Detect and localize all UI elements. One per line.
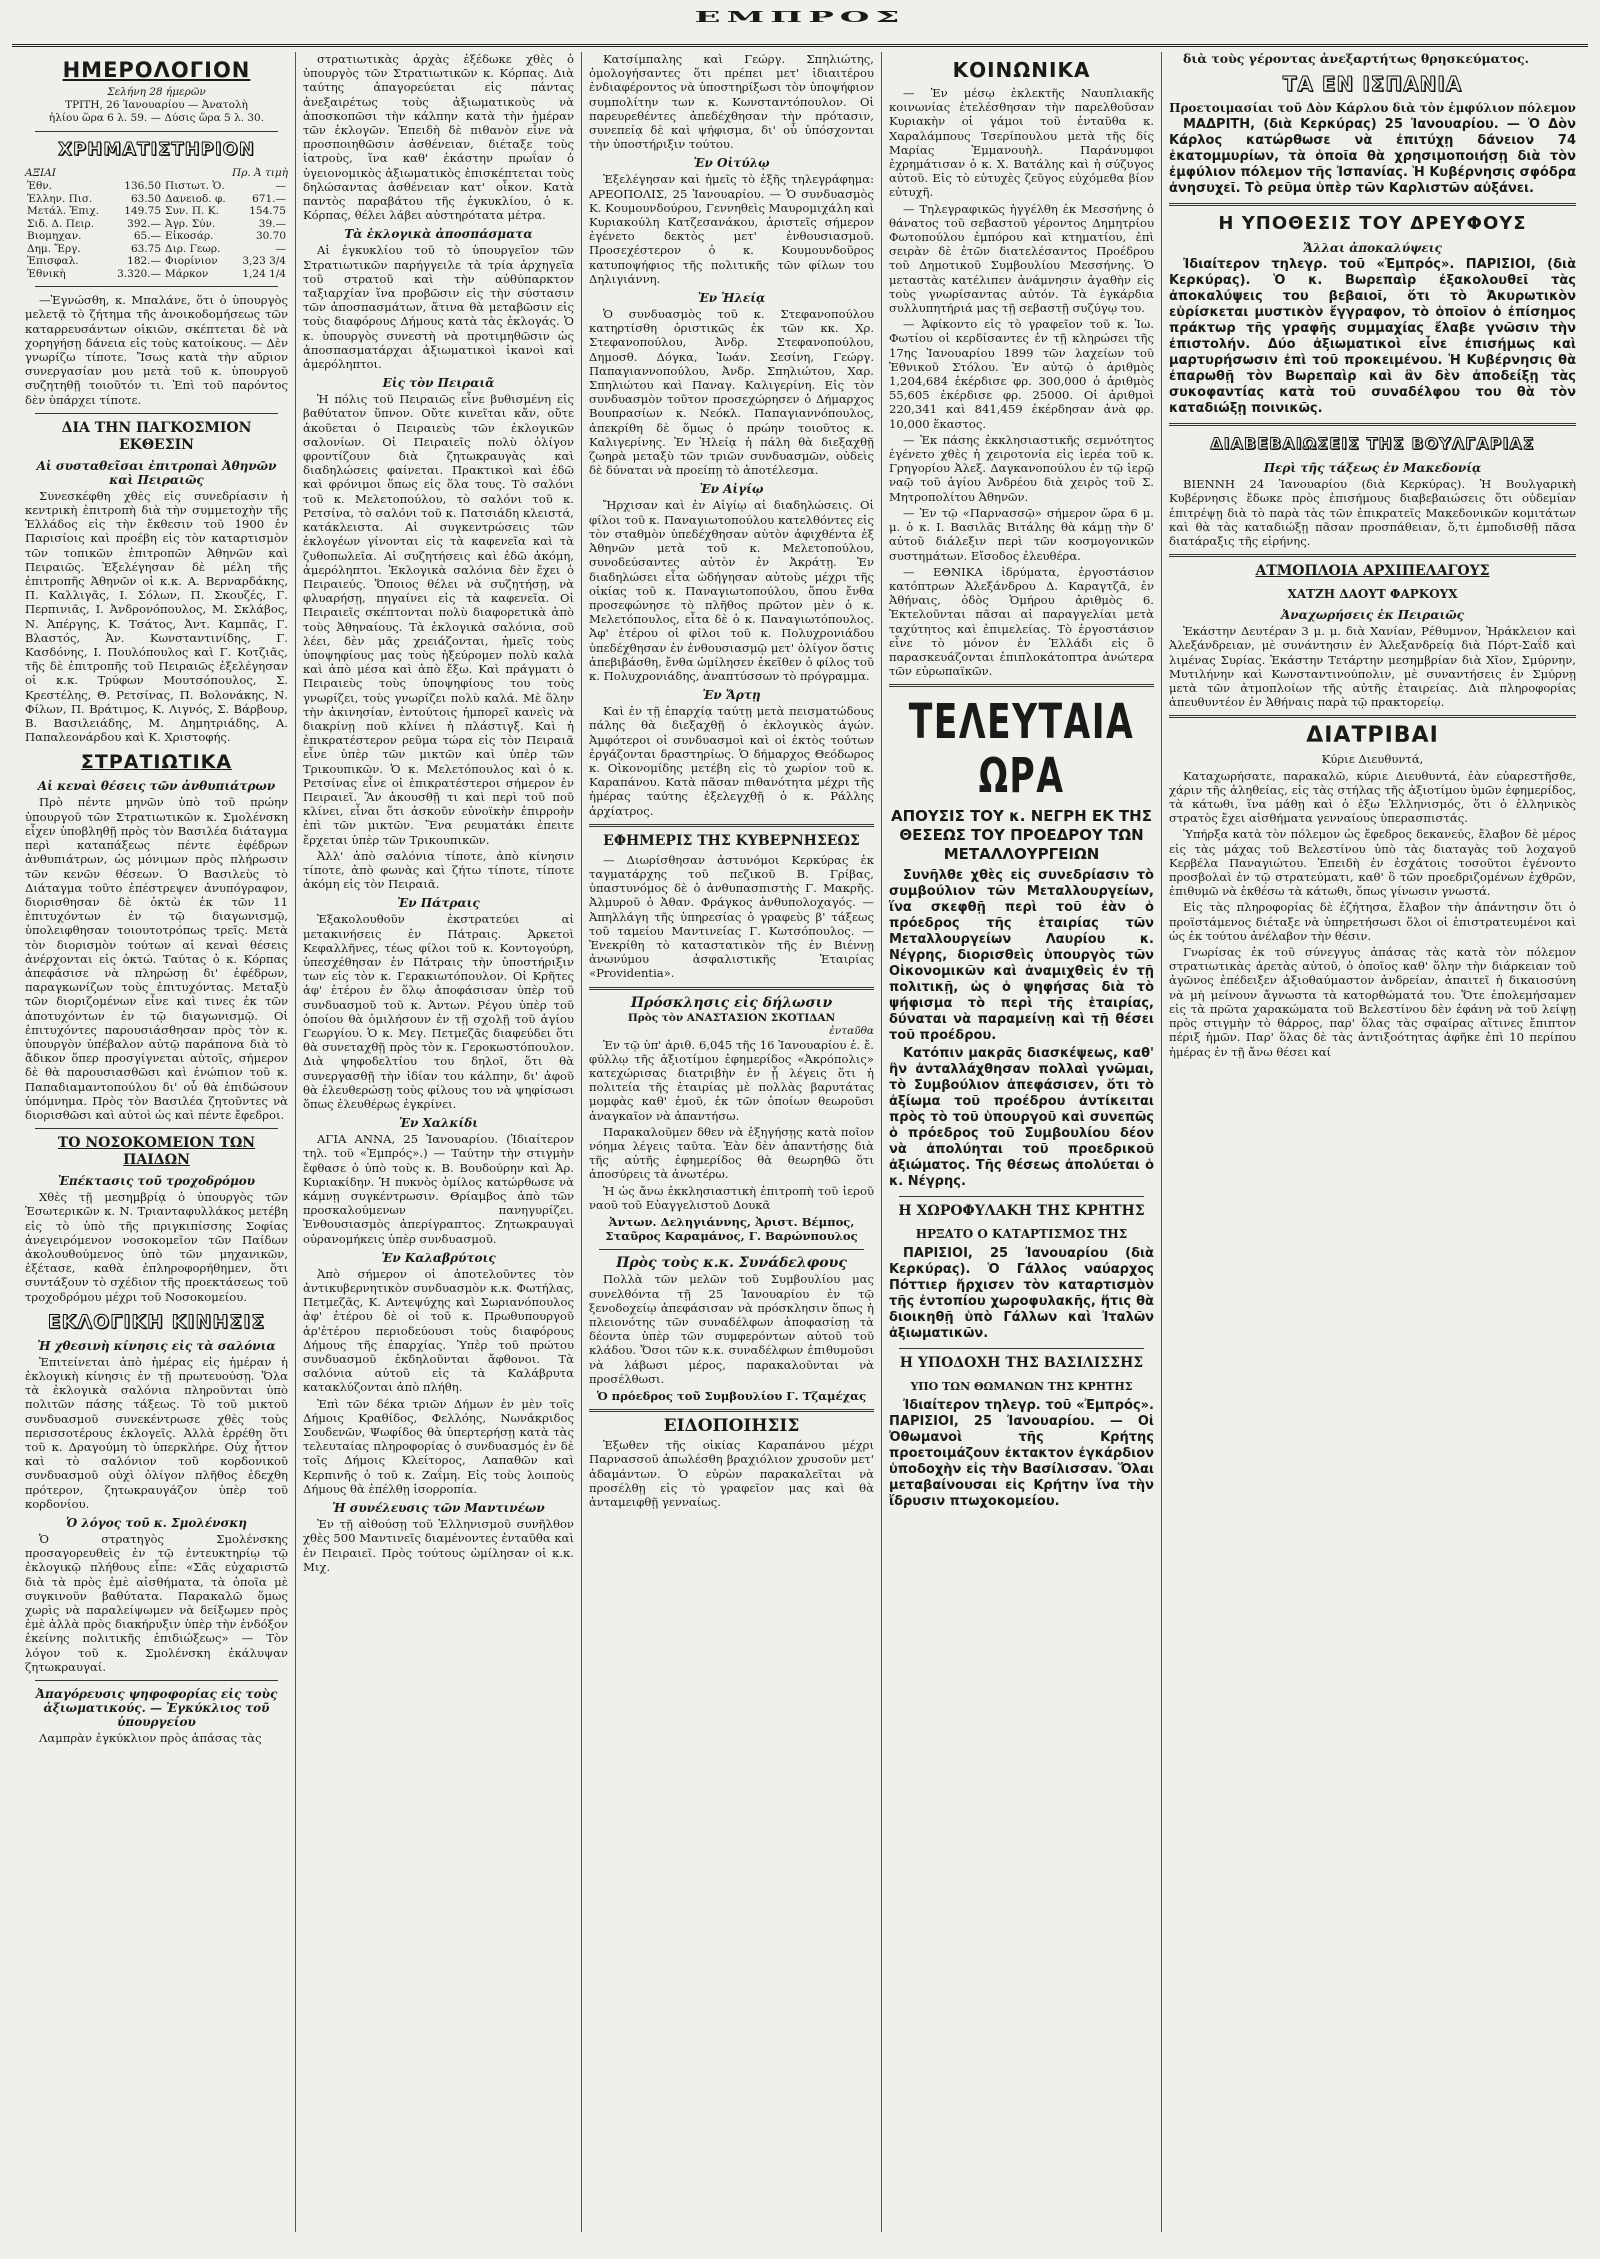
masthead-rule [12, 44, 1588, 47]
cell: 392.— [127, 217, 162, 230]
subhead-smolensky: Ὁ λόγος τοῦ κ. Σμολένσκη [65, 1516, 248, 1531]
article-paragraph: Πολλὰ τῶν μελῶν τοῦ Συμβουλίου μας συνελθόντα τῇ 25 Ἰανουαρίου ἐν τῷ ξενοδοχείῳ ἀπεφάσισαν νὰ πρόσκλησιν ὅπως ἡ πλειονότης τῶν συναδέλφων ἀποφασίσῃ τὰ δέοντα ὑπὲρ τῶν συμφερόντων αὐτοῦ τοῦ κλάδου. Ὅσοι τῶν κ.κ. συναδέλφων ἐπιθυμοῦσι νὰ λάβωσι μέρος, παρακαλοῦνται νὰ προσέλθωσι. [589, 1272, 874, 1386]
divider [589, 987, 874, 990]
headline-exhibition: ΔΙΑ ΤΗΝ ΠΑΓΚΟΣΜΙΟΝ ΕΚΘΕΣΙΝ [61, 419, 252, 453]
table-row [25, 268, 288, 281]
article-paragraph: Ἐν τῷ ὑπ' ἀριθ. 6,045 τῆς 16 Ἰανουαρίου ἐ. ἔ. φύλλῳ τῆς ἀξιοτίμου ἐφημερίδος «Ἀκρόπολις» κατεχώρισας διατριβὴν ἐν ᾗ λέγεις ὅτι ἡ πολιτεία τῆς ἑταιρίας μὲ πολλὰς βαρυτάτας μομφὰς καθ' ἐμοῦ, ἐκ τῶν ὁποίων θεωροῦσι ἀναγκαῖον νὰ ἀπαντήσω. [589, 1037, 874, 1123]
subhead-military: Αἱ κεναὶ θέσεις τῶν ἀνθυπιάτρων [37, 779, 276, 794]
cell: 63.75 [130, 242, 162, 255]
exchange-title: ΧΡΗΜΑΤΙΣΤΗΡΙΟΝ [58, 139, 255, 160]
cell: Συν. Π. Κ. [165, 205, 219, 218]
divider [1169, 203, 1576, 206]
subhead-mantineans: Ἡ συνέλευσις τῶν Μαντινέων [332, 1501, 545, 1516]
subhead-piraeus: Εἰς τὸν Πειραιᾶ [382, 376, 495, 391]
table-row [25, 218, 288, 231]
cell: Βιομηχαν. [27, 230, 82, 243]
article-paragraph: Πρὸ πέντε μηνῶν ὑπὸ τοῦ πρώην ὑπουργοῦ τῶν Στρατιωτικῶν κ. Σμολένσκη εἶχεν ὑποβληθῇ πρὸς τὸν Βασιλέα διάταγμα περὶ καταπάξεως πέντε ἐφέδρων ἀνθυπιάτρων, ὡς μόνιμων πρὸς πλήρωσιν τῶν κενῶν θέσεων. Ὁ Βασιλεὺς τὸ Διάταγμα τοῦτο ἐπέστρεψεν ἀνυπόγραφον, διορισθησαν δὲ ὀκτὼ ἐκ τῶν 11 ἐπιτυχόντων ἐν τῷ διαγωνισμῷ, ὑπολειφθησαν τοιουτοτρόπως τρεῖς. Μετὰ τὸν διορισμὸν τούτων αἱ κεναὶ θέσεις ἀνέρχονται εἰς ὀκτώ. Ταύτας ὁ κ. Κόρπας ἀπεφάσισε νὰ πληρώσῃ δι' ἐφέδρων, παραγκωνίζων τοὺς ἐπιτυχόντας. Μεταξὺ τῶν διοριζομένων εἶνε καὶ τινες ἐκ τῶν ἀποτυχόντων ἐν τῷ διαγωνισμῷ. Οἱ ἐπιτυχόντες παρουσιάσθησαν πρὸς τὸν κ. ὑπουργὸν ὑπέβαλον αὐτῷ παράπονα διὰ τὸ ἄδικον ὅπερ προσγίγνεται αὐτοῖς, σήμερον δὲ θὰ παρουσιασθῶσι καὶ ἐνώπιον τοῦ κ. Παπαδιαμαντοπούλου δι' οὗ θὰ ἐπιδώσουν ὑπόμνημα. Πρὸς τὸν Βασιλέα ζητοῦντες νὰ διορισθῶσι καὶ αὐτοὶ ὡς καὶ πέντε ἔφεδροι. [25, 795, 288, 1122]
article-paragraph: Συνῆλθε χθὲς εἰς συνεδρίασιν τὸ συμβούλιον τῶν Μεταλλουργείων, ἵνα σκεφθῇ περὶ τοῦ ἐὰν ὁ πρόεδρος τῆς ἑταιρίας τῶν Μεταλλουργείων Λαυρίου κ. Νέγρης, διορισθεὶς ὑπουργὸς τῶν Οἰκονομικῶν καὶ ἀναμιχθεὶς ἐν τῇ πολιτικῇ, ὡς ὁ ψηφήσας διὰ τὸ ψήφισμα τὸ περὶ τῆς ἑταιρίας, δύναται νὰ παραμείνῃ καὶ τῇ θέσει τοῦ προέδρου. [889, 868, 1154, 1044]
cell: Μετάλ. Ἐπιχ. [27, 205, 100, 218]
subhead-chalkida: Ἐν Χαλκίδι [398, 1116, 479, 1131]
notice-place: ἐνταῦθα [829, 1024, 874, 1037]
article-paragraph: Αἱ ἐγκυκλίου τοῦ τὸ ὑπουργεῖον τῶν Στρατιωτικῶν παρήγγειλε τὰ τρία ἀρχηγεῖα τοῦ στρατοῦ καὶ τὴν αὐθύπαρκτον ταξιαρχίαν ἵνα προβῶσιν εἰς τὴν σύστασιν τῶν ἀποσπασμάτων, ἅτινα θὰ μεταβῶσιν εἰς τοὺς διαφόρους Δήμους κατὰ τὰς ἐκλογάς. Ὁ κ. ὑπουργὸς συνεστὴ νὰ προτιμηθῶσιν ὡς ἀποσπασματάρχαι ἀξιωματικοὶ ἱκανοὶ καὶ ἀμερόληπτοι. [303, 243, 574, 372]
calendar-line-3: ἡλίου ὥρα 6 λ. 59. — Δύσις ὥρα 5 λ. 30. [48, 112, 265, 124]
headline-last-hour: ΤΕΛΕΥΤΑΙΑ ΩΡΑ [908, 694, 1135, 805]
cell: Δανειοδ. φ. [165, 192, 226, 205]
exchange-col-2: Πρ. Ἀ τιμὴ [232, 167, 288, 179]
column-2 [296, 52, 582, 2232]
article-paragraph: Ἰδιαίτερον τηλεγρ. τοῦ «Ἐμπρός». ΠΑΡΙΣΙΟΙ, (διὰ Κερκύρας). Ὁ κ. Βωρεπαὶρ ἐξακολουθεῖ τὰς ἀποκαλύψεις του βεβαιοῖ, ὅτι τὸ Ἀκυρωτικὸν εὑρίσκεται μυστικὸν ἔγγραφον, τὸ ὁποῖον ὁ ἐπίσημος πράκτωρ τῆς γραφῆς συμμαχίας ἔλαβε γνῶσιν τὴν ἐπιστολήν. Δύο ἀξιωματικοὶ εἶνε ἐπισήμως καὶ μαρτυρήσωσιν ἐπὶ τοῦ προκειμένου. Ἡ Κυβέρνησις θὰ ἐπαρωθῇ τὸν Βωρεπαὶρ καὶ ἂν δὲν ἀποδείξῃ τὰς συκοφαντίας κατὰ τοῦ συναδέλφου του θὰ τὸν καταδιώξῃ ποινικῶς. [1169, 257, 1576, 417]
article-paragraph: Λαμπρὰν ἐγκύκλιον πρὸς ἁπάσας τὰς [39, 1731, 262, 1746]
article-paragraph: Ἡ ὡς ἄνω ἐκκλησιαστικὴ ἐπιτροπὴ τοῦ ἱεροῦ ναοῦ τοῦ Εὐαγγελιστοῦ Δουκᾶ [589, 1183, 874, 1212]
headline-military: ΣΤΡΑΤΙΩΤΙΚΑ [80, 751, 233, 774]
cell: Ἀγρ. Σύν. [165, 217, 216, 230]
article-paragraph: στρατιωτικὰς ἀρχὰς ἐξέδωκε χθὲς ὁ ὑπουργὸς τῶν Στρατιωτικῶν κ. Κόρπας. Διὰ ταύτης ἀπαγορεύεται εἰς πάντας ἀνεξαιρέτως τοὺς ἀξιωματικοὺς νὰ ἀποσκοπῶσι τὴν κάλπην κατὰ τὴν ἡμέραν τῶν ἐκλογῶν. Ἐπειδὴ δὲ πιθανὸν εἶνε νὰ προσποιηθῶσιν ἀσθένειαν, διέταξε τοὺς ἰατροὺς, ἵνα καθ' ἑκάστην πρωΐαν ὁ ὑγειονομικὸς ἀξιωματικὸς ἐπισκέπτεται τοὺς δηλώσαντας ἀσθένειαν κατ' οἶκον. Κατὰ παντὸς παραβάτου τῆς ἐγκυκλίου, ὁ κ. Κόρπας, θέλει λάβει αὐστηρότατα μέτρα. [303, 52, 574, 223]
subhead-crete-gendarmerie: ΗΡΞΑΤΟ Ο ΚΑΤΑΡΤΙΣΜΟΣ ΤΗΣ [915, 1227, 1128, 1242]
subhead-spain: Προετοιμασίαι τοῦ Δὸν Κάρλου διὰ τὸν ἐμφύλιον πόλεμον [1169, 101, 1576, 116]
divider [589, 1409, 874, 1412]
article-paragraph: — Ἐν τῷ «Παρνασσῷ» σήμερον ὥρα 6 μ. μ. ὁ κ. Ι. Βασιλᾶς Βιτάλης θὰ κάμῃ τὴν δ' αὐτοῦ διάλεξιν περὶ τῶν κοσμογονικῶν συστημάτων. Εἴσοδος ἐλευθέρα. [889, 505, 1154, 563]
table-row [25, 180, 288, 193]
subhead-negris: ΑΠΟΥΣΙΣ ΤΟΥ κ. ΝΕΓΡΗ ΕΚ ΤΗΣ ΘΕΣΕΩΣ ΤΟΥ ΠΡΟΕΔΡΟΥ ΤΩΝ ΜΕΤΑΛΛΟΥΡΓΕΙΩΝ [891, 807, 1152, 864]
headline-crete-gendarmerie: Η ΧΩΡΟΦΥΛΑΚΗ ΤΗΣ ΚΡΗΤΗΣ [898, 1203, 1145, 1220]
article-paragraph: Ἀλλ' ἀπὸ σαλόνια τίποτε, ἀπὸ κίνησιν τίποτε, ἀπὸ φωνὰς καὶ ζήτω τίποτε, τίποτε ἀκόμη εἰς τὸν Πειραιᾶ. [303, 848, 574, 892]
headline-social: ΚΟΙΝΩΝΙΚΑ [952, 58, 1091, 82]
article-paragraph: Συνεσκέφθη χθὲς εἰς συνεδρίασιν ἡ κεντρικὴ ἐπιτροπὴ διὰ τὴν συμμετοχὴν τῆς Ἑλλάδος εἰς τὴν ἔκθεσιν τοῦ 1900 ἐν Παρισίοις καὶ προέβη εἰς τὸν καταρτισμὸν τῶν τοπικῶν ἐπιτροπῶν Ἀθηνῶν καὶ Πειραιῶς. Ἐξελέγησαν δὲ μέλη τῆς ἐπιτροπῆς Ἀθηνῶν οἱ κ.κ. Α. Βερναρδάκης, Π. Καλλιγᾶς, Ι. Σόλων, Π. Σκουζές, Γ. Περπινιᾶς, Ι. Ἀνδρονόπουλος, Μ. Σκλάβος, Ν. Ἀπέργης, Κ. Τσάτος, Ἀντ. Καμπᾶς, Γ. Βλαστός, Ἀν. Κωνσταντινίδης, Γ. Κασδόνης, Ι. Πουλόπουλος καὶ Γ. Κοτζιᾶς, τῆς δὲ ἐπιτροπῆς τοῦ Πειραιῶς ἐξελέγησαν οἱ κ.κ. Τρύφων Μουτσόπουλος, Σ. Κρεστέλης, Θ. Ρετσίνας, Π. Βολονάκης, Ν. Φίλων, Π. Βράτιμος, Κ. Λιγνός, Σ. Βάρβουρ, Β. Βασιλειάδης, Μ. Δημητριάδης, Α. Παπαλεονάρδου καὶ Κ. Χριστοφής. [25, 488, 288, 745]
subhead-elections: Ἡ χθεσινὴ κίνησις εἰς τὰ σαλόνια [37, 1338, 276, 1353]
cell: Δημ. Ἔργ. [27, 242, 81, 255]
cell: Εἰκοσάρ. [165, 230, 214, 243]
divider [899, 1348, 1144, 1349]
cell: Πιστωτ. Ὁ. [165, 180, 225, 193]
headline-shipping: ΑΤΜΟΠΛΟΙΑ ΑΡΧΙΠΕΛΑΓΟΥΣ [1255, 563, 1490, 580]
subhead-shipping: ΧΑΤΖΗ ΔΑΟΥΤ ΦΑΡΚΟΥΧ [1287, 587, 1458, 602]
cell: Ἐθνικὴ [27, 267, 66, 280]
article-paragraph: Ὑπήρξα κατὰ τὸν πόλεμον ὡς ἔφεδρος δεκανεύς, ἔλαβον δὲ μέρος εἰς τὰς μάχας τοῦ Βελεστίνου ὑπὸ τὰς διαταγὰς τοῦ λοχαγοῦ Κερβέλα Παναγιώτου. Ἐπειδὴ ἐν ἐσχάτοις τοσοῦτοι ἐγένοντο προσβολαὶ ἐν τῷ στρατεύματι, καθ' ὃ τῶν προεδριζομένων ἐχθρῶν, ἐπιθυμῶ νὰ ἐκθέσω τὰ κάτωθι, ὅπως γίνωσιν γνωστά. [1169, 827, 1576, 899]
subhead-queen: ΥΠΟ ΤΩΝ ΘΩΜΑΝΩΝ ΤΗΣ ΚΡΗΤΗΣ [910, 1380, 1133, 1394]
calendar-line-1: Σελήνη 28 ήμερῶν [107, 86, 206, 98]
cell: Ἐπισφαλ. [27, 255, 79, 268]
divider [889, 684, 1154, 687]
headline-hospital: ΤΟ ΝΟΣΟΚΟΜΕΙΟΝ ΤΩΝ ΠΑΙΔΩΝ [57, 1135, 256, 1169]
cell: — [275, 180, 286, 193]
article-paragraph: Ἐξελέγησαν καὶ ἡμεῖς τὸ ἑξῆς τηλεγράφημα: ΑΡΕΟΠΟΛΙΣ, 25 Ἰανουαρίου. — Ὁ συνδυασμὸς Κ. Κουμουνδούρου, Γεννηθεὶς Μαυρομιχάλη καὶ Κυριακούλη Κατζεσανάκου, ἀριστεῖς σήμερον ἐγένετο δεκτὸς μετ' ἐνθουσιασμοῦ. Προσεχέστερον ὁ κ. Κουμουνδοῦρος κατυποψήφιος τῆς πολιτικῆς τῶν φίλων του Δηλιγιάννη. [589, 172, 874, 286]
subhead-ilia: Ἐν Ἠλείᾳ [697, 291, 766, 306]
cell: Διρ. Γεωρ. [165, 242, 221, 255]
divider [35, 286, 278, 287]
article-paragraph: Ἐξωθεν τῆς οἰκίας Καραπάνου μέχρι Παρνασσοῦ ἀπωλέσθη βραχιόλιον χρυσοῦν μετ' ἀδαμάντων. Ὁ εὑρὼν παρακαλεῖται νὰ προσέλθῃ εἰς τὸ γραφεῖον μας καὶ θὰ ἀνταμειφθῇ γενναίως. [589, 1438, 874, 1510]
divider [1169, 715, 1576, 718]
notice-signatures: Ἀντων. Δεληγιάννης, Ἀριστ. Βέμπος, Σταῦρος Καραμάνος, Γ. Βαρώνπουλος [605, 1215, 858, 1244]
subhead-oitylo: Ἐν Οἰτύλῳ [693, 156, 770, 171]
subhead-hospital: Ἐπέκτασις τοῦ τροχοδρόμου [57, 1174, 256, 1189]
cell: Σιδ. Δ. Πειρ. [27, 217, 95, 230]
cell: 30.70 [255, 230, 286, 243]
cell: — [275, 242, 286, 255]
article-paragraph: Ἑκάστην Δευτέραν 3 μ. μ. διὰ Χανίαν, Ρέθυμνον, Ἡράκλειον καὶ Ἀλεξάνδρειαν, μὲ συνάντησιν ἐν Ἀλεξανδρείᾳ διὰ Πόρτ-Σαΐδ καὶ λιμένας Συρίας. Ἑκάστην Τετάρτην μεσημβρίαν διὰ Χῖον, Σμύρνην, Μυτιλήνην καὶ Κωνσταντινούπολιν, μὲ συναντήσεις ἐν Σμύρνῃ μετὰ τῶν ἀτμοπλοίων τῆς αὐτῆς ἑταιρείας. Διὰ πληροφορίας ἀπευθυντέον ἐν Ἀθήναις παρὰ τῷ πρακτορείῳ. [1169, 624, 1576, 710]
article-paragraph: — ΕΘΝΙΚΑ ἰδρύματα, ἐργοστάσιον κατόπτρων Ἀλεξάνδρου Δ. Καραγτζᾶ, ἐν Ἀθήναις, ὁδὸς Ὁμήρου ἀριθμὸς 6. Ἐκτελοῦνται πᾶσαι αἱ παραγγελίαι μετὰ ταχύτητος καὶ ἐπιμελείας. Τὸ ἐργοστάσιον εἶνε τὸ μόνον ἐν Ἑλλάδι εἰς ὃ παρασκευάζονται ἐπιπλοκάτοπτρα ἀνώτερα τῶν εὐρωπαϊκῶν. [889, 564, 1154, 679]
headline-spain: ΤΑ ΕΝ ΙΣΠΑΝΙΑ [1282, 72, 1463, 97]
headline-gazette: ΕΦΗΜΕΡΙΣ ΤΗΣ ΚΥΒΕΡΝΗΣΕΩΣ [603, 832, 860, 849]
letter-greeting: Κύριε Διευθυντά, [1321, 752, 1424, 767]
subhead-departures: Ἀναχωρήσεις ἐκ Πειραιῶς [1281, 608, 1464, 623]
cell: 3,23 3/4 [242, 255, 286, 268]
cell: 182.— [127, 255, 162, 268]
subhead-officers: Ἀπαγόρευσις ψηφοφορίας εἰς τοὺς ἀξιωματικούς. — Ἐγκύκλιος τοῦ ὑπουργείου [35, 1687, 278, 1730]
headline-announcement: ΕΙΔΟΠΟΙΗΣΙΣ [663, 1416, 800, 1437]
article-paragraph: Ἡ πόλις τοῦ Πειραιῶς εἶνε βυθισμένη εἰς βαθύτατον ὕπνον. Οὔτε κινεῖται κἄν, οὔτε ἀκοῦεται ὁ Πειραιεὺς τῶν ἐκλογικῶν σαλονίων. Οἱ Πειραιεῖς πολὺ ὀλίγον φροντίζουν διὰ ζητωκραυγὰς καὶ διαδηλώσεις φαίνεται. Πρακτικοὶ καὶ ἐδῶ καὶ φρόνιμοι ὅπως εἰς ὅλα τους. Τὸ σαλόνι τοῦ κ. Μελετοπούλου, τὸ σαλόνι τοῦ κ. Ρετσίνα, τὸ σαλόνι τοῦ κ. Πατσιάδη κλειστά, κατάκλειστα. Αἱ συγκεντρώσεις τῶν ἐκλογέων γίνονται εἰς τὰ καφενεῖα καὶ τὰ ζυθοπωλεῖα. Αἱ συζητήσεις καὶ ἐδῶ ἀκόμη, ἀμερόληπτοι. Ἐκλογικὰ σαλόνια δὲν ἔχει ὁ Πειραιεύς. Ὅποιος θέλει νὰ συζητήσῃ, νὰ φλυαρήσῃ, πηγαίνει εἰς τὰ καφενεῖα. Οἱ Πειραιεῖς σκέπτονται πολὺ διαφορετικὰ ἀπὸ τοὺς Ἀθηναίους. Τὰ ἐκλογικὰ σαλόνια, σοῦ λέει, δὲν μᾶς χρειάζονται, ἡμεῖς τοὺς ὑποψηφίους μας τοὺς ἠξεύρομεν πολὺ καλὰ καὶ ἀπὸ μέσα καὶ ἀπὸ ἔξω. Καὶ πράγματι ὁ Πειραιεὺς τοὺς ὑποψηφίους του τοὺς γνωρίζει, τοὺς γνωρίζει πολὺ καλά. Μὲ ὅλην τὴν ἀκινησίαν, ἐντούτοις ἠμπορεῖ κανεὶς νὰ διακρίνῃ ποῦ κλίνει ἡ πλάστιγξ. Καὶ ἡ ἐπικρατέστερον ρεῦμα τώρα εἰς τὸν Πειραιᾶ εἶνε ὑπὲρ τῶν μικτῶν καὶ ὑπὲρ τῶν Τρικουπικῶν. Ὁ κ. Μελετόπουλος καὶ ὁ κ. Ρετσίνας εἶνε οἱ ἐπικρατέστεροι σήμερον ἐν Πειραιεῖ. Ἂν ἀκουσθῇ τι καὶ περὶ τοῦ ποῦ κλίνει, εἶναι ὅτι ἀσκοῦν εὐνοϊκὴν ἐπιρροὴν ἐπὶ τῶν μικτῶν. Ἕνα ρευματάκι ἐπειτε ἔρχεται ὑπὲρ τῶν Τρικουπικῶν. [303, 392, 574, 847]
article-paragraph: Εἰς τὰς πληροφορίας δὲ ἐζήτησα, ἔλαβον τὴν ἀπάντησιν ὅτι ὁ προϊστάμενος διέταξε νὰ ὑπηρετήσωσι ὅλοι οἱ ἐπιστρατευμένοι καὶ ὡς ἐκ τούτου ἀνέλαβον τὴν θέσιν. [1169, 900, 1576, 943]
subhead-arta: Ἐν Ἄρτῃ [702, 688, 761, 703]
article-paragraph: Ἀπὸ σήμερον οἱ ἀποτελοῦντες τὸν ἀντικυβερνητικὸν συνδυασμὸν κ.κ. Φωτήλας, Πετμεζᾶς, Κ. Αντεψύχης καὶ Σωριανόπουλος ἀφ' ἑτέρου δὲ οἱ τοῦ κ. Πρωθυπουργοῦ ἀρ'ἐτέρου περιοδεύουσι τοὺς διαφόρους Δήμους τῆς ἐπαρχίας. Ὑπὲρ τοῦ πρώτου συνδυασμοῦ ἐκδηλοῦνται ἄφθονοι. Τὰ σαλόνια αὐτοῦ εἰς τὰ Καλάβρυτα κατακλύζονται ἀπὸ πλήθη. [303, 1266, 574, 1395]
article-paragraph: Ἰδιαίτερον τηλεγρ. τοῦ «Ἐμπρός». ΠΑΡΙΣΙΟΙ, 25 Ἰανουαρίου. — Οἱ Ὀθωμανοὶ τῆς Κρήτης προετοιμάζουν ἐκτακτον ἐγκάρδιον ὑποδοχὴν εἰς τὴν Βασίλισσαν. Ὅλαι μεταβαίνουσαι εἰς Κρήτην ἵνα τὴν ἴδρυσιν πτωχοκομείου. [889, 1398, 1154, 1510]
article-paragraph: Κατόπιν μακρᾶς διασκέψεως, καθ' ἣν ἀνταλλάχθησαν πολλαὶ γνῶμαι, τὸ Συμβούλιον ἀπεφάσισεν, ὅτι τὸ ἀξίωμα τοῦ προέδρου ἀντίκειται πρὸς τὸ τοῦ ὑπουργοῦ καὶ συνεπῶς ὁ πρόεδρος τοῦ Συμβουλίου δέον νὰ ἀπολύηται τοῦ προεδρικοῦ ἀξιώματος. Τῆς θέσεως ἀπολύεται ὁ κ. Νέγρης. [889, 1046, 1154, 1190]
headline-elections: ΕΚΛΟΓΙΚΗ ΚΙΝΗΣΙΣ [47, 1310, 266, 1333]
article-paragraph: — Τηλεγραφικῶς ἠγγέλθη ἐκ Μεσσήνης ὁ θάνατος τοῦ σεβαστοῦ γέροντος Δημητρίου Φωτοπούλου ἐμπόρου καὶ κτηματίου, ἐπὶ σειρὰν δὲ ἐτῶν διατελέσαντος Προέδρου τοῦ Δημοτικοῦ Συμβουλίου Μεσσήνης. Ὁ μεταστὰς κατέλιπεν ἀνάμνησιν ἀγαθὴν εἰς τοὺς γνωρίσαντας αὐτόν. Τὰ ἐγκάρδια συλλυπητήριά μας τῇ σεβαστῇ συζύγῳ του. [889, 201, 1154, 316]
article-paragraph: ΜΑΔΡΙΤΗ, (διὰ Κερκύρας) 25 Ἰανουαρίου. — Ὁ Δὸν Κάρλος κατώρθωσε νὰ ἐπιτύχῃ δάνειον 74 ἑκατομμυρίων, τὰ ὁποῖα θὰ χρησιμοποιήσῃ διὰ τὸν ἐμφύλιον πόλεμον τῆς Ἰσπανίας. Ἡ Κυβέρνησις σφόδρα ἀνησυχεῖ. Τὸ ρεῦμα ὑπὲρ τῶν Καρλιστῶν αὐξάνει. [1169, 117, 1576, 197]
article-paragraph: — Ἐν μέσῳ ἐκλεκτῆς Ναυπλιακῆς κοινωνίας ἐτελέσθησαν τὴν παρελθοῦσαν Κυριακὴν οἱ γάμοι τοῦ ἐνταῦθα κ. Χαραλάμπους Τσερίπουλου μετὰ τῆς δίς Μαρίας Ἐμμανουὴλ. Παράνυμφοι ἐχρημάτισαν ὁ κ. Χ. Βατάλης καὶ ἡ σύζυγος αὐτοῦ. Εἰς τὸ εὐτυχὲς ζεῦγος εὐχόμεθα βίον εὐτυχῆ. [889, 86, 1154, 200]
table-row [25, 193, 288, 206]
article-paragraph: Ἐπιτείνεται ἀπὸ ἡμέρας εἰς ἡμέραν ἡ ἐκλογικὴ κίνησις ἐν τῇ πρωτευούσῃ. Ὅλα τὰ ἐκλογικὰ σαλόνια πληροῦνται ὑπὸ πολιτῶν πάσης τάξεως. Τὸ τοῦ μικτοῦ συνδυασμοῦ συνεκέντρωσε χθὲς τοὺς περισσοτέρους ἐκλογεῖς. Ἀλλὰ ἐρρέθη ὅτι τοῦ κ. Δραγούμη τὸ ὑπερκλήρε. Οὐχ ἧττον καὶ τὸ σαλόνιον τοῦ κορδονικοῦ συνδυασμοῦ οὐχὶ ὀλίγον πλῆθος ἐδεχθη πρότερον, ζητωκραυγάζον ὑπὲρ τοῦ κορδονίου. [25, 1354, 288, 1511]
table-row [25, 230, 288, 243]
divider [1169, 554, 1576, 557]
cell: 149.75 [124, 205, 162, 218]
article-paragraph: Ἐν τῇ αἰθούσῃ τοῦ Ἑλληνισμοῦ συνῆλθον χθὲς 500 Μαντινεῖς διαμένοντες ἐνταῦθα καὶ ἐν Πειραιεῖ. Πρὸς τούτους ὡμίλησαν οἱ κ.κ. Μιχ. [303, 1517, 574, 1574]
article-paragraph: Παρακαλοῦμεν δθεν νὰ ἐξηγήσῃς κατὰ ποῖον νόημα λέγεις ταῦτα. Ἐὰν δὲν ἀπαντήσῃς διὰ τῆς αὐτῆς ἐφημερίδος θὰ θεωρηθῶ ὅτι ἀποσύρεις τὰ ἀνωτέρω. [589, 1124, 874, 1182]
article-paragraph: Κατσίμπαλης καὶ Γεώργ. Σπηλιώτης, ὁμολογήσαντες ὅτι πρέπει μετ' ἰδιαιτέρου ἐνδιαφέροντος νὰ ὑποστηρίξωσι τὸν ὑποψήφιον συμπολίτην των κ. Κωνσταντόπουλον. Οἱ παρευρεθέντες ἀπεδέχθησαν τὴν πρότασιν, συνεπείᾳ δὲ καὶ ψήφισμα, δι' οὗ ὑπόσχονται τὴν ὑποστήριξιν τούτου. [589, 52, 874, 152]
subhead-patras: Ἐν Πάτραις [397, 896, 480, 911]
column-3 [582, 52, 882, 2232]
divider [589, 824, 874, 827]
subhead-colleagues: Πρὸς τοὺς κ.κ. Συνάδελφους [616, 1255, 847, 1272]
cell: 1,24 1/4 [242, 267, 286, 280]
exchange-header [25, 166, 288, 180]
column-4 [882, 52, 1162, 2232]
headline-bulgaria: ΔΙΑΒΕΒΑΙΩΣΕΙΣ ΤΗΣ ΒΟΥΛΓΑΡΙΑΣ [1210, 434, 1535, 454]
exchange-col-1: ΑΞΙΑΙ [25, 167, 56, 179]
cell: 65.— [133, 230, 162, 243]
cell: 671.— [252, 192, 286, 205]
article-paragraph: Ἐπὶ τῶν δέκα τριῶν Δήμων ἐν μὲν τοῖς Δήμοις Κραθίδος, Φελλόης, Νωνάκριδος Σουδενῶν, Ψωφίδος θὰ ὑπερτερήσῃ κατὰ τὰς τελευταίας πληροφορίας ὁ συνδυασμός ἐν δὲ τοῖς Δήμοις Κλείτορος, Λαπαθῶν καὶ Κερπινῆς ὁ τοῦ κ. Ζαΐμη. Εἰς τοὺς λοιποὺς Δήμους θὰ ἐπέλθῃ ἰσορροπία. [303, 1396, 574, 1496]
article-paragraph: Ὁ συνδυασμὸς τοῦ κ. Στεφανοπούλου κατηρτίσθη ὁριστικῶς ἐκ τῶν κκ. Χρ. Στεφανοπούλου, Ἀνδρ. Στεφανοπούλου, Δημοσθ. Δόγκα, Ἰωάν. Σεσίνη, Γεώργ. Παπαγιαννοπούλου, Ἀνδρ. Σπηλιώτου, Χαρ. Σπηλιώτου καὶ Παναγ. Καλιγερίνη. Εἰς τὸν συνδυασμὸν τοῦτον προσεχώρησεν ὁ Δήμαρχος Βουπρασίων κ. Νεόκλ. Παπαγιαννόπουλος, ἀπεκρίθη δὲ ὅμως ὁ πρώην τοιοῦτος κ. Καλιγερίνης. Ἐν Ἠλείᾳ ἡ πάλη θὰ διεξαχθῇ ζωηρὰ μεταξὺ τῶν τριῶν συνδυασμῶν, οὐδεὶς δὲ δύναται νὰ προείπῃ τὸ ἀποτέλεσμα. [589, 307, 874, 478]
divider [1169, 423, 1576, 426]
article-paragraph: διὰ τοὺς γέροντας ἀνεξαρτήτως θρησκεύματος. [1183, 52, 1529, 66]
column-5 [1162, 52, 1583, 2232]
notice-recipient: Πρὸς τὸν ΑΝΑΣΤΑΣΙΟΝ ΣΚΟΤΙΔΑΝ [627, 1011, 836, 1024]
article-paragraph: — Ἐκ πάσης ἐκκλησιαστικῆς σεμνότητος ἐγένετο χθὲς ἡ χειροτονία εἰς ἱερέα τοῦ κ. Γρηγορίου Ἀλεξ. Δαγκανοπούλου ἐν τῷ ἱερῷ ναῷ τοῦ ἁγίου Ἀνδρέου διὰ χειρὸς τοῦ Σ. Μητροπολίτου Ἀθηνῶν. [889, 432, 1154, 504]
subhead-notice: Πρόσκλησις εἰς δήλωσιν [630, 994, 833, 1011]
cell: Ἐλλην. Πισ. [27, 192, 93, 205]
article-paragraph: Χθὲς τῇ μεσημβρίᾳ ὁ ὑπουργὸς τῶν Ἐσωτερικῶν κ. Ν. Τριανταφυλλάκος μετέβη εἰς τὸ ὑπὸ τῆς πριγκιπίσσης Σοφίας ἀνεγειρόμενον νοσοκομεῖον τῶν Παίδων ἀκολουθούμενος ὑπὸ τῶν μηχανικῶν, ἐξέτασε, καθὰ ἐπληροφορήθημεν, ὅτι συντάξουν τὸ σχέδιον τῆς προεκτάσεως τοῦ τροχοδρόμου μέχρι τοῦ Νοσοκομείου. [25, 1190, 288, 1304]
divider [35, 131, 278, 132]
exchange-table [25, 180, 288, 280]
cell: 154.75 [249, 205, 286, 218]
divider [899, 1196, 1144, 1197]
article-paragraph: — Ἀφίκοντο εἰς τὸ γραφεῖον τοῦ κ. Ἰω. Φωτίου οἱ κερδίσαντες ἐν τῇ κληρώσει τῆς 17ης Ἰανουαρίου 1899 τῶν λαχείων τοῦ Ἐθνικοῦ Στόλου. Ἐν αὐτῷ ὁ ἀριθμὸς 1,204,684 ἐκέρδισε φρ. 300,000 ὁ ἀριθμὸς 55,605 ἐκέρδισε φρ. 25000. Οἱ ἀριθμοὶ 220,341 καὶ 841,459 ἐκέρδησαν ἀνὰ φρ. 10,000 ἕκαστος. [889, 317, 1154, 431]
table-row [25, 255, 288, 268]
article-paragraph: — Διωρίσθησαν ἀστυνόμοι Κερκύρας ἐκ ταγματάρχης τοῦ πεζικοῦ Β. Γρίβας, ὑπαστυνόμος δὲ ὁ ἀνθυπασπιστὴς Γ. Μακρῆς. Ἀλμυροῦ ὁ Ἀθαν. Φράγκος ἀνθυπολοχαγός. — Ἀπηλλάγη τῆς ὑπηρεσίας ὁ γραφεὺς β' τάξεως τοῦ ταμείου Μαντινείας Γ. Κωτσόπουλος. — Ἐνεκρίθη τὸ καταστατικὸν τῆς ἐν Βιέννῃ ἀνωνύμου ἀσφαλιστικῆς Ἑταιρίας «Providentia». [589, 852, 874, 981]
article-paragraph: ΒΙΕΝΝΗ 24 Ἰανουαρίου (διὰ Κερκύρας). Ἡ Βουλγαρικὴ Κυβέρνησις ἔδωκε πρὸς ἐπισήμους διαβεβαιώσεις ὅτι οὐδεμίαν ἐπιτρέψῃ διὰ τὸ παρὰ τὰς τῶν ἐπικρατεῖς Μακεδονικῶν κομιτάτων καὶ θὰ τὰς καταδιώξῃ πᾶσαν προσπάθειαν, ὅ,τι ἐμποδισθῇ πᾶσα διατάραξις τῆς εἰρήνης. [1169, 477, 1576, 549]
cell: Μάρκον [165, 267, 209, 280]
headline-dreyfus: Η ΥΠΟΘΕΣΙΣ ΤΟΥ ΔΡΕΥΦΟΥΣ [1218, 213, 1527, 235]
cell: Φιορίνιον [165, 255, 218, 268]
cell: Ἐθν. [27, 180, 52, 193]
subhead-kalavryta: Ἐν Καλαβρύτοις [381, 1250, 496, 1265]
cell: 3.320.— [117, 267, 162, 280]
masthead: ΕΜΠΡΟΣ [694, 8, 906, 26]
colleagues-signature: Ὁ πρόεδρος τοῦ Συμβουλίου Γ. Τζαμέχας [596, 1389, 867, 1404]
divider [35, 1128, 278, 1129]
divider [35, 1680, 278, 1681]
subhead-exhibition: Αἱ συσταθεῖσαι ἐπιτροπαὶ Ἀθηνῶν καὶ Πειραιῶς [36, 458, 277, 487]
divider [35, 413, 278, 414]
subhead-bulgaria: Περὶ τῆς τάξεως ἐν Μακεδονίᾳ [1263, 461, 1482, 476]
divider [599, 1249, 864, 1250]
article-paragraph: Ὁ στρατηγὸς Σμολένσκης προσαγορευθεὶς ἐν τῷ ἐντευκτηρίῳ τῷ ἐκλογικῷ πλήθους εἶπε: «Σᾶς εὐχαριστῶ διὰ τὰ πρὸς ἐμὲ αἰσθήματα, τὰ ὁποῖα μὲ συγκινοῦν βαθύτατα. Παρακαλῶ ὅμως χωρὶς νὰ παραλείψωμεν νὰ δείξωμεν πρὸς ἐμὲ ἀλλὰ πρὸς διακήρυξιν ὑπὲρ τὴν ἐνδόξον ἐκείνης πολιτικῆς ἐπιδιώξεως» — Τὸν λόγον τοῦ κ. Σμολένσκη ἐκάλυψαν ζητωκραυγαί. [25, 1532, 288, 1674]
cell: 63.50 [130, 192, 162, 205]
article-paragraph: Γνωρίσας ἐκ τοῦ σύνεγγυς ἀπάσας τὰς κατὰ τὸν πόλεμον στρατιωτικὰς ἀρετὰς αὐτοῦ, ὁ ὁποῖος καθ' ὅλην τὴν διάρκειαν τοῦ ἀγῶνος ἐπέδειξεν ἀξιοθαύμαστον ἀνδρείαν, ἀπαιτεῖ ἡ δικαιοσύνη νὰ μὴ μείνουν ἄγνωστα τὰ κατορθώματά του. Ὅτε ἐπολεμήσαμεν εἰς τὰ πρῶτα χαρακώματα τοῦ Βελεστίνου δὲν ἐφάνη νὰ τοῦ λείψῃ πρὸς στιγμὴν τὸ θάρρος, παρ' ὅλας τὰς σφαίρας αἵτινες ἔπιπτον πέριξ ἡμῶν. Παρ' ὅλας δὲ τὰς ἀντιξοότητας ἀφῆκε ἐπὶ 10 περίπου ἡμέρας ἐν τῇ ἄνω θέσει καί [1169, 945, 1576, 1059]
article-paragraph: ΑΓΙΑ ΑΝΝΑ, 25 Ἰανουαρίου. (Ἰδιαίτερον τηλ. τοῦ «Ἐμπρός».) — Ταύτην τὴν στιγμὴν ἔφθασε ὁ ὑπὸ τοὺς κ. Β. Βουδούρην καὶ Ἀρ. Κυριακίδην. Ἡ πυκνὸς ὁμίλος κατώρθωσε νὰ κάμνῃ συγκέντρωσιν. Θρίαμβος ἀπὸ τῶν προσκαλούμενων πανηγυρίζει. Ἐνθουσιασμὸς ἀπερίγραπτος. Ζητωκραυγαὶ οὐρανομήκεις ὑπὲρ συνδυασμοῦ. [303, 1132, 574, 1246]
table-row [25, 243, 288, 256]
calendar-line-2: ΤΡΙΤΗ, 26 Ἰανουαρίου — Ἀνατολὴ [65, 99, 248, 111]
cell: 136.50 [124, 180, 162, 193]
article-paragraph: Ἤρχισαν καὶ ἐν Αἰγίῳ αἱ διαδηλώσεις. Οἱ φίλοι τοῦ κ. Παναγιωτοπούλου κατελθόντες εἰς τὸν σταθμὸν ὑπεδέχθησαν αὐτὸν ἀφιχθέντα ἐξ Ἀθηνῶν μετὰ τοῦ κ. Μελετοπούλου, συνοδεύσαντες αὐτὸν ἐν Ἀκράτῃ. Ἐν διαδηλώσει εἶτα ὡδήγησαν αὐτοὺς μέχρι τῆς οἰκίας τοῦ κ. Παναγιωτοπούλου, ὅπου ἔνθα προσεφώνησε τὸ πλῆθος πρῶτον μὲν ὁ κ. Μελετόπουλος, εἶτα δὲ ὁ κ. Παναγιωτόπουλος. Ἀφ' ἑτέρου οἱ φίλοι τοῦ κ. Πολυχρονιάδου ὑπεδέχθησαν ἐν ἐνθουσιασμῷ μετ' ὀλίγον ὅστις ἀπεβιβάσθη, ἔνθα ὡμίλησεν ἐκεῖθεν ὁ φίλος τοῦ κ. Πολυχρονιάδης, ἀναπτύσσων τὸ πρόγραμμα. [589, 498, 874, 683]
article-paragraph: —Ἐγνώσθη, κ. Μπαλάνε, ὅτι ὁ ὑπουργὸς μελετᾷ τὸ ζήτημα τῆς ἀνοικοδομήσεως τῶν καταρρευσάντων οἰκιῶν, σκέπτεται δὲ νὰ χορηγήσῃ δάνεια εἰς τοὺς κατοίκους. — Δὲν γνωρίζω τίποτε. Ἴσως κατὰ τὴν αὔριον συνεργασίαν μου μετὰ τοῦ κ. ὑπουργοῦ συζητηθῇ τοιοῦτόν τι. Ἐπὶ τοῦ παρόντος δὲν ὑπάρχει τίποτε. [25, 293, 288, 407]
article-paragraph: Ἐξακολουθοῦν ἐκστρατεύει αἱ μετακινήσεις ἐν Πάτραις. Ἀρκετοὶ Κεφαλλῆνες, τέως φίλοι τοῦ κ. Κοντογούρη, ὑπεσχέθησαν ἐν Πάτραις τὴν ὑποστήριξιν των εἰς τὸν κ. Γερακιωτόπουλον. Οἱ Κρῆτες ἀφ' ἑτέρου ἐν ὅλῳ ἀποφάσισαν ὑπὲρ τοῦ συνδυασμοῦ τοῦ κ. Ἀντων. Ρέγου ὑπὲρ τοῦ ὁποίου θὰ ὁμιλήσουν ἐν τῇ σχολῇ τοῦ ἁγίου Γεωργίου. Ὁ κ. Μεγ. Πετμεζᾶς διαφεύδει ὅτι θὰ συνεταχθῇ πρὸς τὸν κ. Γεροκωστόπουλον. Διὰ ψηφοδελτίου του δηλοῖ, ὅτι θὰ συνεργασθῇ τὴν ἰδίαν του κάλπην, δι' ἀφοῦ θὰ ἐλευθερώσῃ τοὺς φίλους του νὰ ψηφίσωσι ὅπως ἐλευθέρως ἐγκρίνει. [303, 912, 574, 1112]
column-1 [18, 52, 296, 2232]
headline-queen: Η ΥΠΟΔΟΧΗ ΤΗΣ ΒΑΣΙΛΙΣΣΗΣ [899, 1355, 1144, 1372]
columns [18, 52, 1588, 2232]
headline-diatribes: ΔΙΑΤΡΙΒΑΙ [1306, 723, 1439, 749]
cell: 39.— [258, 217, 286, 230]
subhead-detachments: Τὰ ἐκλογικὰ ἀποσπάσματα [344, 227, 533, 242]
article-paragraph: Καταχωρήσατε, παρακαλῶ, κύριε Διευθυντά, ἐὰν εὐαρεστῆσθε, χάριν τῆς ἀληθείας, εἰς τὰς στήλας τῆς ἀξιοτίμου ὑμῶν ἐφημερίδος, τὰ κάτωθι, ἵνα μάθῃ καὶ ὁ ἐξω Ἑλληνισμός, ὅτι ὁ ἑλληνικὸς στρατὸς ἔχει αἰσθήματα γενναίους ὑπερασπιστάς. [1169, 768, 1576, 826]
calendar-title: ΗΜΕΡΟΛΟΓΙΟΝ [62, 58, 251, 82]
subhead-aigio: Ἐν Αἰγίῳ [699, 482, 764, 497]
subhead-dreyfus: Ἄλλαι ἀποκαλύψεις [1303, 241, 1442, 256]
article-paragraph: Καὶ ἐν τῇ ἐπαρχίᾳ ταύτῃ μετὰ πεισματώδους πάλης θὰ διεξαχθῇ ὁ ἐκλογικὸς ἀγών. Ἀμφότεροι οἱ συνδυασμοὶ καὶ οἱ ἐκτὸς τούτων ἐργάζονται δραστηρίως. Ὁ δήμαρχος Θεόδωρος κ. Οἰκονομίδης μετέβη εἰς τὸ χωρίον τοῦ κ. Καραπάνου. Κατὰ πᾶσαν πιθανότητα μέχρι τῆς ἡμέρας ταύτης ἐξελεγχθῇ ὁ κ. Ράλλης ἀρχίατρος. [589, 704, 874, 818]
article-paragraph: ΠΑΡΙΣΙΟΙ, 25 Ἰανουαρίου (διὰ Κερκύρας). Ὁ Γάλλος ναύαρχος Πόττιερ ἤρχισεν τὸν καταρτισμὸν τῆς ἐντοπίου χωροφυλακῆς, ἥτις θὰ διοικηθῇ ὑπὸ Γάλλων καὶ Ἰταλῶν ἀξιωματικῶν. [889, 1246, 1154, 1342]
table-row [25, 205, 288, 218]
